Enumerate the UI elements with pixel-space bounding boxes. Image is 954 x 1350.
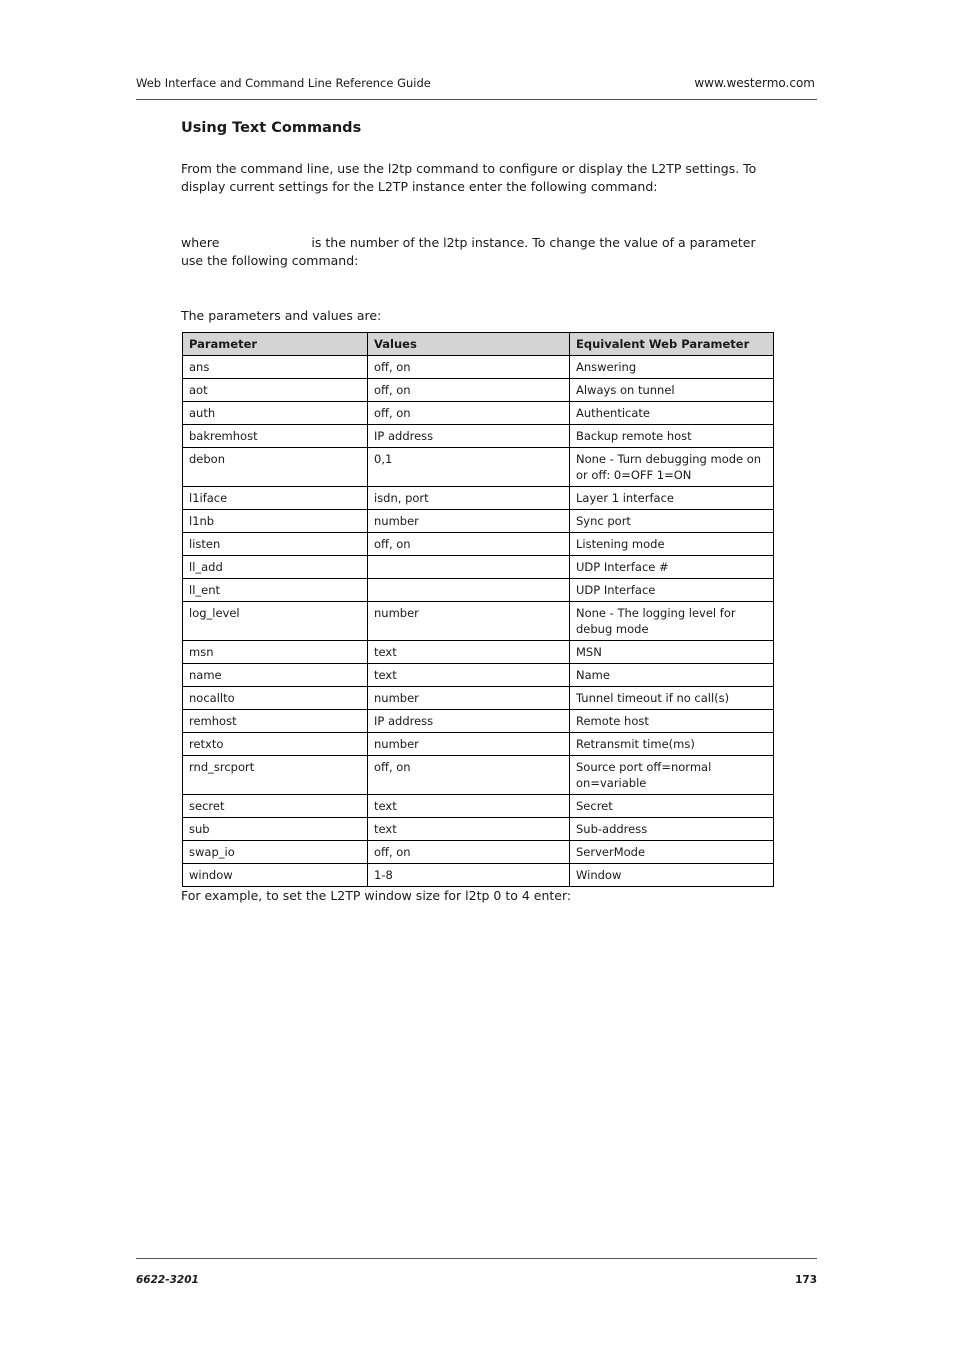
cell-values: off, on [368,841,570,864]
table-row [183,379,774,402]
cell-values: number [368,687,570,710]
cell-web-parameter: MSN [570,641,774,664]
cell-web-parameter: Window [570,864,774,887]
table-row [183,533,774,556]
cell-parameter: l1nb [183,510,368,533]
cell-parameter: sub [183,818,368,841]
intro-paragraph: From the command line, use the l2tp command to configure or display the L2TP settings. To display current settings for the L2TP instance enter the following command: [181,161,757,194]
cell-parameter: auth [183,402,368,425]
table-row [183,795,774,818]
params-intro: The parameters and values are: [181,308,382,323]
table-row [183,710,774,733]
where-text: is the number of the l2tp instance. To change the value of a parameter use the following command: [181,235,756,268]
cell-parameter: log_level [183,602,368,641]
cell-parameter: swap_io [183,841,368,864]
footer-doc-number: 6622-3201 [136,1274,199,1286]
cell-parameter: ans [183,356,368,379]
table-row [183,402,774,425]
table-row [183,556,774,579]
cell-values: text [368,795,570,818]
cell-values: IP address [368,425,570,448]
cell-parameter: nocallto [183,687,368,710]
example-paragraph: For example, to set the L2TP window size for l2tp 0 to 4 enter: [181,888,572,903]
cell-web-parameter: Sync port [570,510,774,533]
table-row [183,356,774,379]
table-row [183,448,774,487]
cell-parameter: bakremhost [183,425,368,448]
cell-web-parameter: Sub-address [570,818,774,841]
table-row [183,733,774,756]
cell-web-parameter: Always on tunnel [570,379,774,402]
cell-values: number [368,510,570,533]
cell-values [368,579,570,602]
cell-parameter: ll_add [183,556,368,579]
cell-values: text [368,641,570,664]
cell-parameter: retxto [183,733,368,756]
cell-parameter: debon [183,448,368,487]
cell-values: off, on [368,379,570,402]
cell-web-parameter: UDP Interface [570,579,774,602]
cell-web-parameter: Tunnel timeout if no call(s) [570,687,774,710]
cell-values: number [368,602,570,641]
cell-web-parameter: UDP Interface # [570,556,774,579]
cell-parameter: secret [183,795,368,818]
footer-divider [136,1258,817,1259]
cell-web-parameter: None - The logging level for debug mode [570,602,774,641]
cell-parameter: msn [183,641,368,664]
cell-web-parameter: Listening mode [570,533,774,556]
table-body [183,356,774,887]
cell-values [368,556,570,579]
column-header-values: Values [368,333,570,356]
table-row [183,487,774,510]
table-row [183,687,774,710]
cell-parameter: remhost [183,710,368,733]
column-header-web-parameter: Equivalent Web Parameter [570,333,774,356]
cell-parameter: l1iface [183,487,368,510]
table-row [183,641,774,664]
where-paragraph [181,234,781,270]
cell-values: IP address [368,710,570,733]
cell-web-parameter: Layer 1 interface [570,487,774,510]
table-row [183,425,774,448]
cell-web-parameter: Backup remote host [570,425,774,448]
where-word: where [181,235,220,250]
table-row [183,602,774,641]
cell-values: 1-8 [368,864,570,887]
column-header-parameter: Parameter [183,333,368,356]
cell-values: isdn, port [368,487,570,510]
cell-web-parameter: Name [570,664,774,687]
cell-values: off, on [368,402,570,425]
table-row [183,864,774,887]
footer-page-number: 173 [795,1274,817,1286]
cell-values: off, on [368,533,570,556]
table-row [183,818,774,841]
cell-parameter: ll_ent [183,579,368,602]
cell-web-parameter: Authenticate [570,402,774,425]
cell-values: 0,1 [368,448,570,487]
cell-web-parameter: ServerMode [570,841,774,864]
table-row [183,756,774,795]
table-row [183,841,774,864]
cell-values: number [368,733,570,756]
cell-values: text [368,664,570,687]
cell-values: off, on [368,756,570,795]
cell-parameter: aot [183,379,368,402]
cell-web-parameter: None - Turn debugging mode on or off: 0=OFF 1=ON [570,448,774,487]
cell-web-parameter: Source port off=normal on=variable [570,756,774,795]
header-title: Web Interface and Command Line Reference Guide [136,76,431,90]
cell-parameter: listen [183,533,368,556]
cell-web-parameter: Secret [570,795,774,818]
cell-values: off, on [368,356,570,379]
section-heading: Using Text Commands [181,120,362,136]
table-row [183,664,774,687]
header-website: www.westermo.com [694,76,815,90]
cell-parameter: window [183,864,368,887]
cell-web-parameter: Remote host [570,710,774,733]
cell-values: text [368,818,570,841]
cell-web-parameter: Answering [570,356,774,379]
table-row [183,510,774,533]
table-row [183,579,774,602]
parameters-table [182,332,774,887]
header-divider [136,99,817,100]
cell-parameter: name [183,664,368,687]
cell-web-parameter: Retransmit time(ms) [570,733,774,756]
cell-parameter: rnd_srcport [183,756,368,795]
table-header-row [183,333,774,356]
